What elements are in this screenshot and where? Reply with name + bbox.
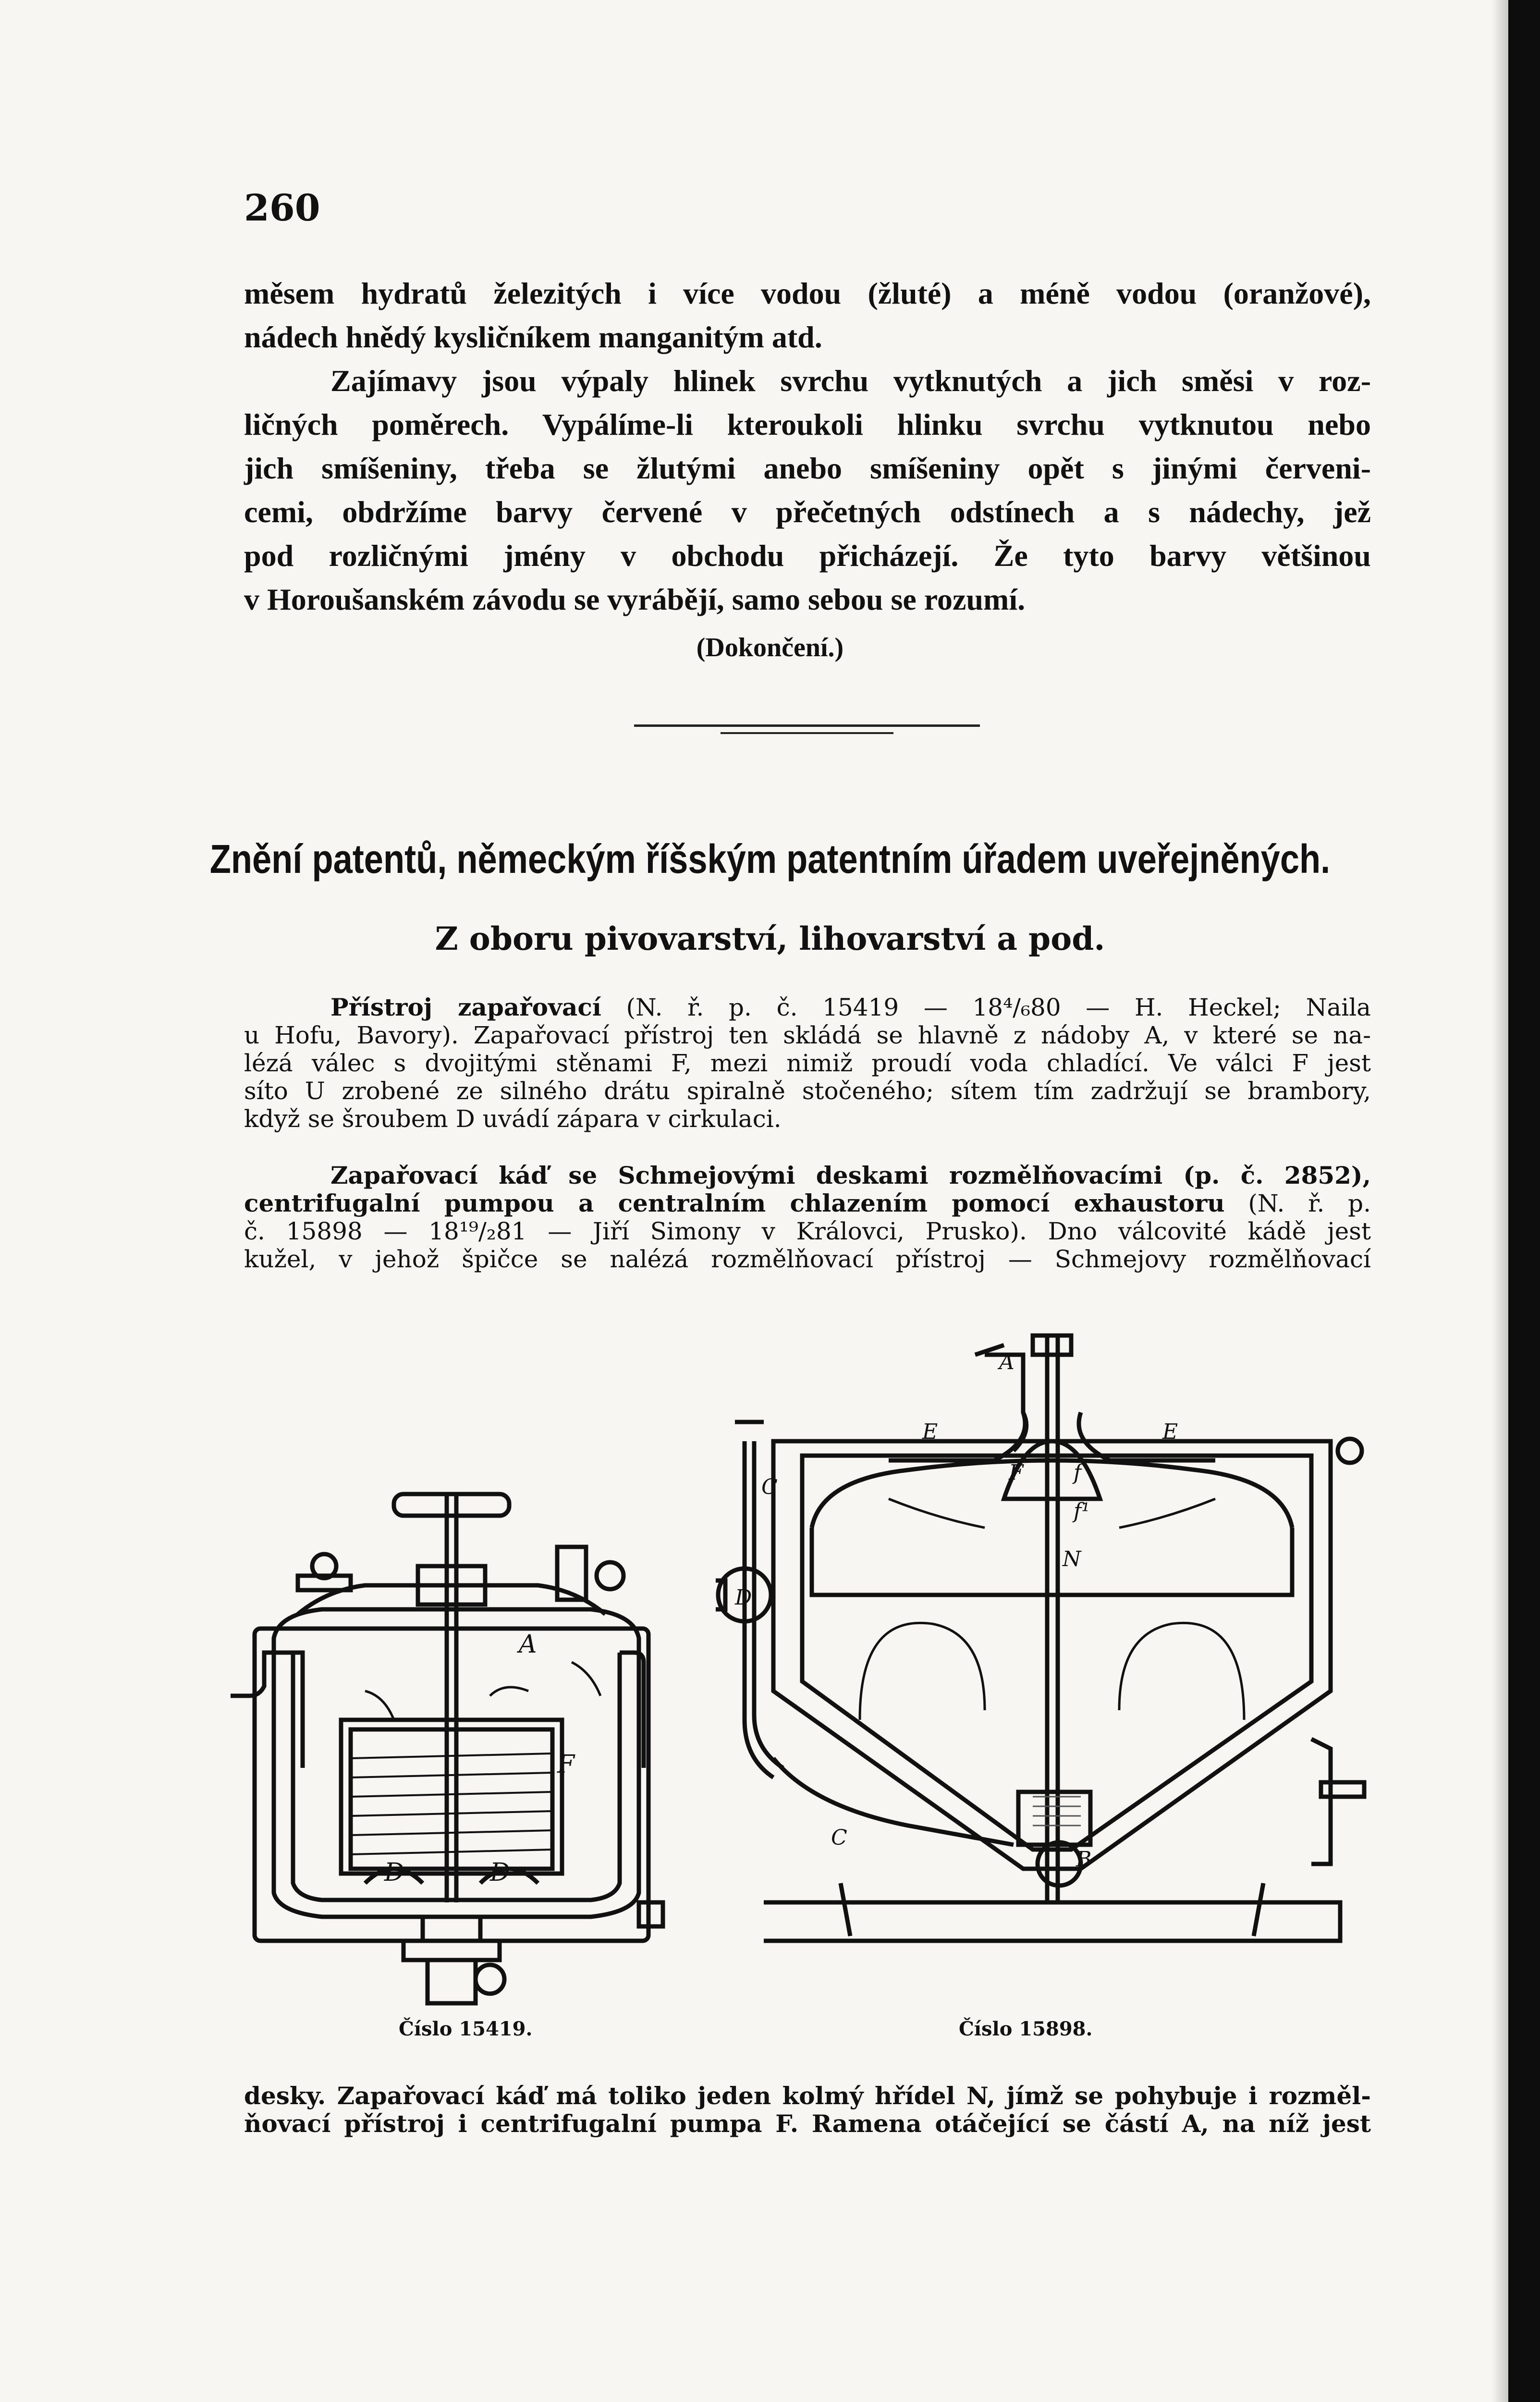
figure-label: F <box>557 1750 575 1779</box>
patent-15898 <box>244 1162 1371 1273</box>
figure-label: E <box>1162 1420 1178 1444</box>
text-line: jich smíšeniny, třeba se žlutými anebo smíšeniny opět s jinými červeni- <box>244 451 1371 485</box>
figure-label: D <box>384 1858 404 1887</box>
figure-15898 <box>716 1326 1388 1998</box>
text-line: č. 15898 — 18¹⁹/₂81 — Jiří Simony v Královci, Prusko). Dno válcovité kádě jest <box>244 1217 1371 1245</box>
figure-label: F <box>1009 1460 1024 1485</box>
text-line: ňovací přístroj i centrifugalní pumpa F. Ramena otáčející se částí A, na níž jest <box>244 2109 1371 2138</box>
separator-rule <box>634 724 980 727</box>
text-line: když se šroubem D uvádí zápara v cirkulaci. <box>244 1105 782 1133</box>
patent-title: centrifugalní pumpou a centralním chlazením pomocí exhaustoru <box>244 1189 1225 1217</box>
patent-meta: (N. ř. p. č. 15419 — 18⁴/₆80 — H. Heckel; Naila <box>626 993 1371 1021</box>
text-line: lézá válec s dvojitými stěnami F, mezi nimiž proudí voda chladící. Ve válci F jest <box>244 1049 1371 1077</box>
continued-note: (Dokončení.) <box>696 633 844 662</box>
text-line <box>244 1189 1371 1217</box>
intro-paragraph <box>244 271 1371 359</box>
figure-label: E <box>922 1420 938 1444</box>
text-line: měsem hydratů železitých i více vodou (žluté) a méně vodou (oranžové), <box>244 276 1371 310</box>
patent-title: Zapařovací káď se Schmejovými deskami rozmělňovacími (p. č. 2852), <box>330 1161 1371 1189</box>
text-line: pod rozličnými jmény v obchodu přicházejí. Že tyto barvy většinou <box>244 539 1371 573</box>
text-line: desky. Zapařovací káď má toliko jeden kolmý hřídel N, jímž se pohybuje i rozměl- <box>244 2082 1371 2110</box>
figure-15419 <box>221 1470 692 2027</box>
figure-label: A <box>519 1630 537 1659</box>
text-line: Zajímavy jsou výpaly hlinek svrchu vytknutých a jich směsi v roz- <box>330 364 1371 398</box>
section-subheading: Z oboru pivovarství, lihovarství a pod. <box>435 920 1105 957</box>
figure-label: B <box>1076 1847 1092 1872</box>
figure-label: C <box>831 1826 847 1850</box>
separator-rule <box>721 732 893 734</box>
patent-15419 <box>244 993 1371 1133</box>
patent-meta: (N. ř. p. <box>1248 1189 1371 1217</box>
figure-caption: Číslo 15419. <box>399 2018 533 2040</box>
page-edge <box>1508 0 1540 2402</box>
paragraph-2 <box>244 359 1371 621</box>
figure-label: D <box>490 1858 510 1887</box>
figure-label: D <box>735 1585 752 1610</box>
text-line: u Hofu, Bavory). Zapařovací přístroj ten skládá se hlavně z nádoby A, v které se na- <box>244 1021 1371 1049</box>
figure-label: A <box>999 1350 1014 1374</box>
section-heading: Znění patentů, německým říšským patentním úřadem uveřejněných. <box>209 836 1331 882</box>
text-line <box>244 993 1371 1021</box>
text-line: kužel, v jehož špičce se nalézá rozmělňovací přístroj — Schmejovy rozmělňovací <box>244 1245 1371 1273</box>
page-edge-shadow <box>1491 0 1508 2402</box>
figure-label: f <box>1074 1460 1082 1485</box>
continuation-paragraph <box>244 2082 1371 2138</box>
text-line: v Horoušanském závodu se vyrábějí, samo sebou se rozumí. <box>244 582 1026 616</box>
figure-label: f¹ <box>1074 1499 1090 1523</box>
figure-label: C <box>761 1475 778 1499</box>
patent-title: Přístroj zapařovací <box>330 993 601 1021</box>
text-line: ličných poměrech. Vypálíme-li kteroukoli hlinku svrchu vytknutou nebo <box>244 407 1371 441</box>
text-line: síto U zrobené ze silného drátu spiralně stočeného; sítem tím zadržují se brambory, <box>244 1077 1371 1105</box>
text-line: nádech hnědý kysličníkem manganitým atd. <box>244 320 822 354</box>
text-line: cemi, obdržíme barvy červené v přečetných odstínech a s nádechy, jež <box>244 495 1371 529</box>
page-number: 260 <box>244 186 320 229</box>
figure-caption: Číslo 15898. <box>959 2018 1093 2040</box>
figure-label: N <box>1063 1547 1081 1571</box>
